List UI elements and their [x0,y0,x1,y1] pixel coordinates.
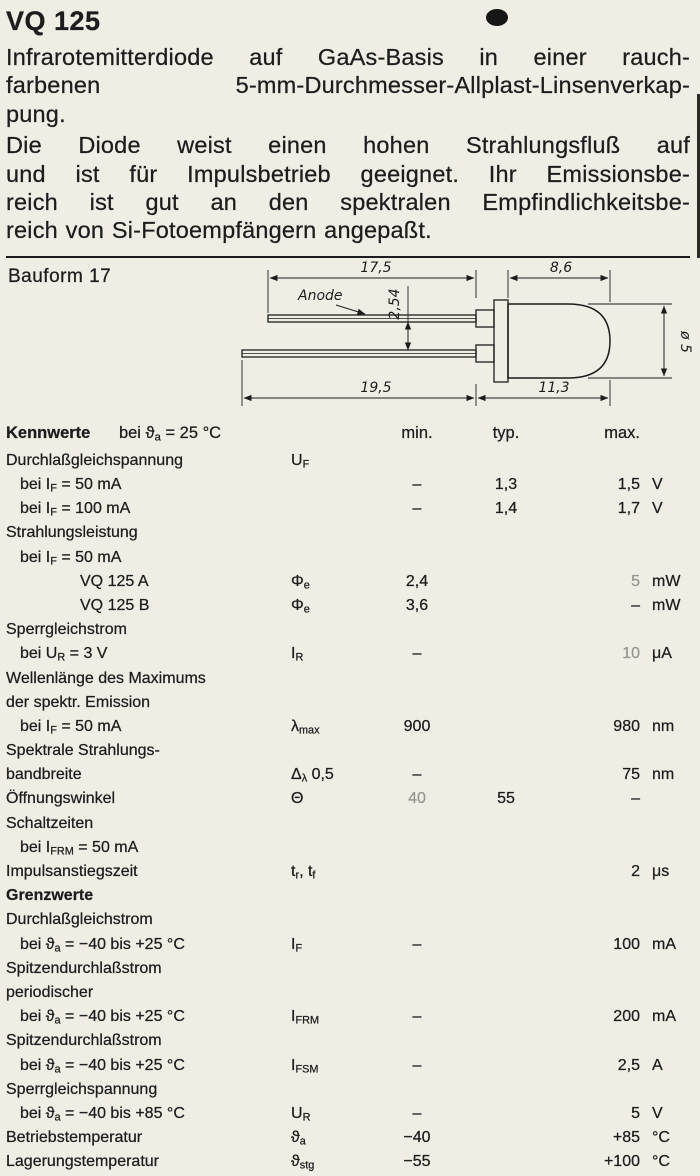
cell-typ [460,812,552,836]
cell-max [552,836,640,860]
cell-sym: $\lambda_{max}$ [291,717,320,737]
cell-label: bei $ϑ_a = -40$ bis +25 °C [20,1056,185,1075]
cell-label: bei $ϑ_a = -40$ bis +25 °C [20,935,185,954]
cell-label: bei $I_F = 50$ mA [20,476,122,495]
table-row [6,836,690,860]
table-row [6,497,690,521]
intro-line: und ist für Impulsbetrieb geeignet. Ihr Emissionsbe- [6,160,690,187]
cell-sym [269,497,374,521]
cell-min [374,521,460,545]
table-row [6,860,690,884]
cell-max [552,546,640,570]
table-row [6,787,690,811]
cell-sym [269,812,374,836]
cell-max: 5 [631,1104,640,1122]
cell-typ [460,1126,552,1150]
cell-unit: V [652,476,663,494]
table-row [6,667,690,691]
cell-sym: $U_F$ [291,451,310,471]
cell-unit: μA [652,645,672,663]
cell-typ [460,884,552,908]
led-technical-drawing [236,258,698,428]
intro-line: Die Diode weist einen hohen Strahlungsfluß auf [6,132,690,159]
intro-line: reich von Si-Fotoempfängern angepaßt. [6,217,432,244]
table-row [6,1102,690,1126]
cell-max: – [631,596,640,614]
table-row [6,908,690,932]
cell-typ [460,836,552,860]
cell-sym [269,739,374,763]
cell-unit [640,667,690,691]
cell-max [552,691,640,715]
cell-min [374,957,460,981]
cell-max: – [631,790,640,808]
cell-typ [460,1102,552,1126]
cell-unit: mA [652,1008,676,1026]
cell-max: 75 [622,766,640,784]
cell-max: 5 [631,572,640,590]
cell-label: bei $I_F = 50$ mA [20,717,122,737]
cell-min [374,981,460,1005]
table-row [6,1054,690,1078]
cell-label: VQ 125 B [80,596,150,614]
intro-line: reich ist gut an den spektralen Empfindlichkeitsbe- [6,189,690,216]
cell-label: Betriebstemperatur [6,1129,143,1147]
cell-min: – [412,1104,422,1122]
cell-unit: V [652,500,663,518]
table-row [6,1078,690,1102]
table-row [6,691,690,715]
cell-unit: °C [652,1129,670,1147]
package-flange [494,300,508,382]
cell-sym [269,618,374,642]
cell-unit [640,908,690,932]
cell-typ [460,521,552,545]
lead-tab-top [476,310,494,327]
cell-min [374,812,460,836]
cell-min [374,667,460,691]
figure-bauform [6,258,693,422]
cell-typ [460,642,552,666]
lead-tab-bottom [476,345,494,362]
cell-typ [460,594,552,618]
cell-min: −55 [403,1153,431,1171]
package-body [508,304,610,378]
cell-typ: 55 [497,790,515,808]
cell-label: Durchlaßgleichstrom [6,911,153,929]
anode-label: Anode [298,287,343,304]
cell-sym: $I_{FRM}$ [291,1008,320,1027]
cell-min: 3,6 [405,596,429,614]
cell-label: Impulsanstiegszeit [6,863,138,881]
dim-label-lead-top: 17,5 [360,259,392,276]
cell-min [374,884,460,908]
col-header-typ: typ. [492,423,520,442]
registration-dot-icon [486,9,508,26]
cell-min: – [412,935,422,953]
col-header-max: max. [604,423,640,442]
cell-sym [269,908,374,932]
intro-line: Infrarotemitterdiode auf GaAs-Basis in einer rauch- [6,44,690,70]
cell-max: 10 [622,645,640,663]
cell-typ [460,449,552,473]
cell-label: bei $I_F = 100$ mA [20,500,131,519]
cell-typ [460,763,552,787]
cell-sym [269,546,374,570]
cell-typ [460,1150,552,1174]
table-row [6,1126,690,1150]
cell-unit [640,1029,690,1053]
cell-unit [640,739,690,763]
cell-unit: °C [652,1153,670,1171]
cell-sym [269,667,374,691]
table-row [6,449,690,473]
cell-typ [460,981,552,1005]
cell-unit [640,1078,690,1102]
section-title-kennwerte: Kennwerte [6,423,91,442]
cell-unit [640,981,690,1005]
cell-sym [269,884,374,908]
cell-max: 100 [613,935,640,953]
cell-min [374,860,460,884]
cell-min: 900 [403,717,431,735]
table-row [6,521,690,545]
cell-label: periodischer [6,983,94,1001]
table-body [6,449,690,1175]
cell-max [552,981,640,1005]
cell-label: Strahlungsleistung [6,524,138,542]
cell-unit: nm [652,717,675,735]
table-row [6,763,690,787]
cell-unit [640,884,690,908]
cell-typ [460,933,552,957]
cell-min: – [412,1008,422,1026]
cell-label: Lagerungstemperatur [6,1153,159,1171]
table-row [6,812,690,836]
intro-paragraph-1 [6,43,690,128]
cell-label: Spitzendurchlaßstrom [6,959,162,977]
cell-unit: mA [652,935,676,953]
cell-min [374,691,460,715]
cell-label: Durchlaßgleichspannung [6,451,183,469]
cell-label: Wellenlänge des Maximums [6,669,206,687]
cell-unit [640,812,690,836]
cell-label: Öffnungswinkel [6,790,116,808]
cell-sym [269,981,374,1005]
anode-leader-line [336,305,365,314]
table-row [6,618,690,642]
cell-label: Grenzwerte [6,887,94,905]
test-condition: bei $ϑ_a = 25$ °C [118,423,222,444]
cell-typ [460,908,552,932]
cell-label: der spektr. Emission [6,693,151,711]
cell-max: 1,5 [617,476,640,494]
cell-label: bei $ϑ_a = -40$ bis +85 °C [20,1104,185,1124]
cell-min [374,449,460,473]
table-row [6,570,690,594]
cell-max [552,618,640,642]
cell-min [374,1078,460,1102]
table-row [6,957,690,981]
cell-typ [460,1005,552,1029]
cell-typ [460,570,552,594]
dim-label-diameter: ø 5 [677,330,693,353]
cell-max: +85 [612,1129,640,1147]
cell-min: −40 [403,1129,431,1147]
cell-max [552,739,640,763]
cell-unit [640,449,690,473]
cell-max [552,667,640,691]
cell-label: Sperrgleichstrom [6,621,127,639]
table-row [6,473,690,497]
cell-max [552,1078,640,1102]
table-row [6,1029,690,1053]
cell-sym [269,957,374,981]
dim-label-package-length: 11,3 [538,379,570,396]
cell-sym: Θ [291,790,304,808]
cell-unit [640,787,690,811]
cell-typ [460,715,552,739]
cell-typ [460,1054,552,1078]
cell-typ [460,667,552,691]
cell-label: Schaltzeiten [6,814,94,832]
cell-typ: 1,3 [494,476,518,494]
cell-max: 980 [613,717,640,735]
cell-min: – [412,766,422,784]
spec-table [6,424,690,1175]
cell-unit: V [652,1104,663,1122]
cell-min [374,1029,460,1053]
table-row [6,981,690,1005]
figure-label: Bauform 17 [8,265,112,287]
cell-unit [640,957,690,981]
table-row [6,739,690,763]
dim-label-body-length: 8,6 [549,259,573,276]
cell-max [552,521,640,545]
cell-min: – [412,1056,422,1074]
cell-unit: mW [652,572,681,590]
cell-max [552,957,640,981]
cell-unit: nm [652,766,675,784]
dim-label-lead-bottom: 19,5 [360,379,392,396]
table-row [6,642,690,666]
table-row [6,933,690,957]
cell-max [552,449,640,473]
cell-typ [460,546,552,570]
cell-typ [460,1078,552,1102]
cell-min [374,546,460,570]
cell-sym: $I_F$ [291,935,303,954]
cell-sym: $ϑ_a$ [291,1129,306,1148]
intro-line: pung. [6,100,66,127]
cell-sym: $\Phi_e$ [291,596,310,616]
cell-min [374,908,460,932]
cell-max: 2 [631,863,640,881]
cell-sym: $I_{FSM}$ [291,1056,319,1075]
cell-max: +100 [603,1153,640,1171]
table-row [6,594,690,618]
cell-sym [269,473,374,497]
cell-unit: A [652,1056,663,1074]
cell-unit: μs [652,863,670,881]
cell-sym: $\Delta_\lambda$ 0,5 [291,766,334,785]
cell-max: 200 [613,1008,640,1026]
cell-unit [640,521,690,545]
cell-label: bei $I_F = 50$ mA [20,548,122,567]
table-row [6,715,690,739]
cell-typ [460,739,552,763]
cell-max: 2,5 [617,1056,640,1074]
cell-typ: 1,4 [494,500,518,518]
cell-sym: $\Phi_e$ [291,572,310,592]
cell-max [552,908,640,932]
cell-label: bei $U_R = 3$ V [20,645,108,664]
cell-sym [269,1029,374,1053]
cell-min [374,739,460,763]
cell-sym: $t_r$, $t_f$ [291,863,316,882]
cell-unit [640,546,690,570]
cell-sym: $I_R$ [291,645,304,664]
col-header-min: min. [401,423,433,442]
intro-text [6,43,690,245]
cell-min: – [412,645,422,663]
cell-sym [269,691,374,715]
cell-label: bei $I_{FRM} = 50$ mA [20,838,139,858]
cell-min: – [412,500,422,518]
intro-line: farbenen 5-mm-Durchmesser-Allplast-Linsenverkap- [6,72,690,99]
cell-unit [640,836,690,860]
cell-label: Spektrale Strahlungs- [6,742,160,760]
cell-typ [460,957,552,981]
cell-max [552,1029,640,1053]
table-row [6,1005,690,1029]
cell-sym [269,836,374,860]
cell-typ [460,1029,552,1053]
cell-sym: $ϑ_{stg}$ [291,1153,315,1172]
cell-min: – [412,476,422,494]
cell-label: bandbreite [6,766,82,784]
cell-min [374,618,460,642]
cell-label: bei $ϑ_a = -40$ bis +25 °C [20,1008,185,1027]
cell-unit [640,618,690,642]
table-row [6,546,690,570]
cell-unit: mW [652,596,681,614]
cell-label: VQ 125 A [80,572,149,590]
intro-paragraph-2 [6,131,690,245]
cell-typ [460,691,552,715]
cell-sym [269,521,374,545]
cell-unit [640,691,690,715]
dim-label-pitch: 2,54 [387,288,403,320]
cell-sym [269,1078,374,1102]
page-title: VQ 125 [6,6,101,36]
cell-max [552,884,640,908]
cell-min [374,836,460,860]
cell-label: Sperrgleichspannung [6,1080,158,1098]
cell-sym: $U_R$ [291,1104,311,1124]
cell-max [552,812,640,836]
cell-typ [460,618,552,642]
table-row [6,884,690,908]
table-row [6,1150,690,1174]
cell-typ [460,860,552,884]
cell-min: 2,4 [405,572,429,590]
cell-min: 40 [408,790,426,808]
cell-label: Spitzendurchlaßstrom [6,1032,162,1050]
cell-max: 1,7 [617,500,640,518]
